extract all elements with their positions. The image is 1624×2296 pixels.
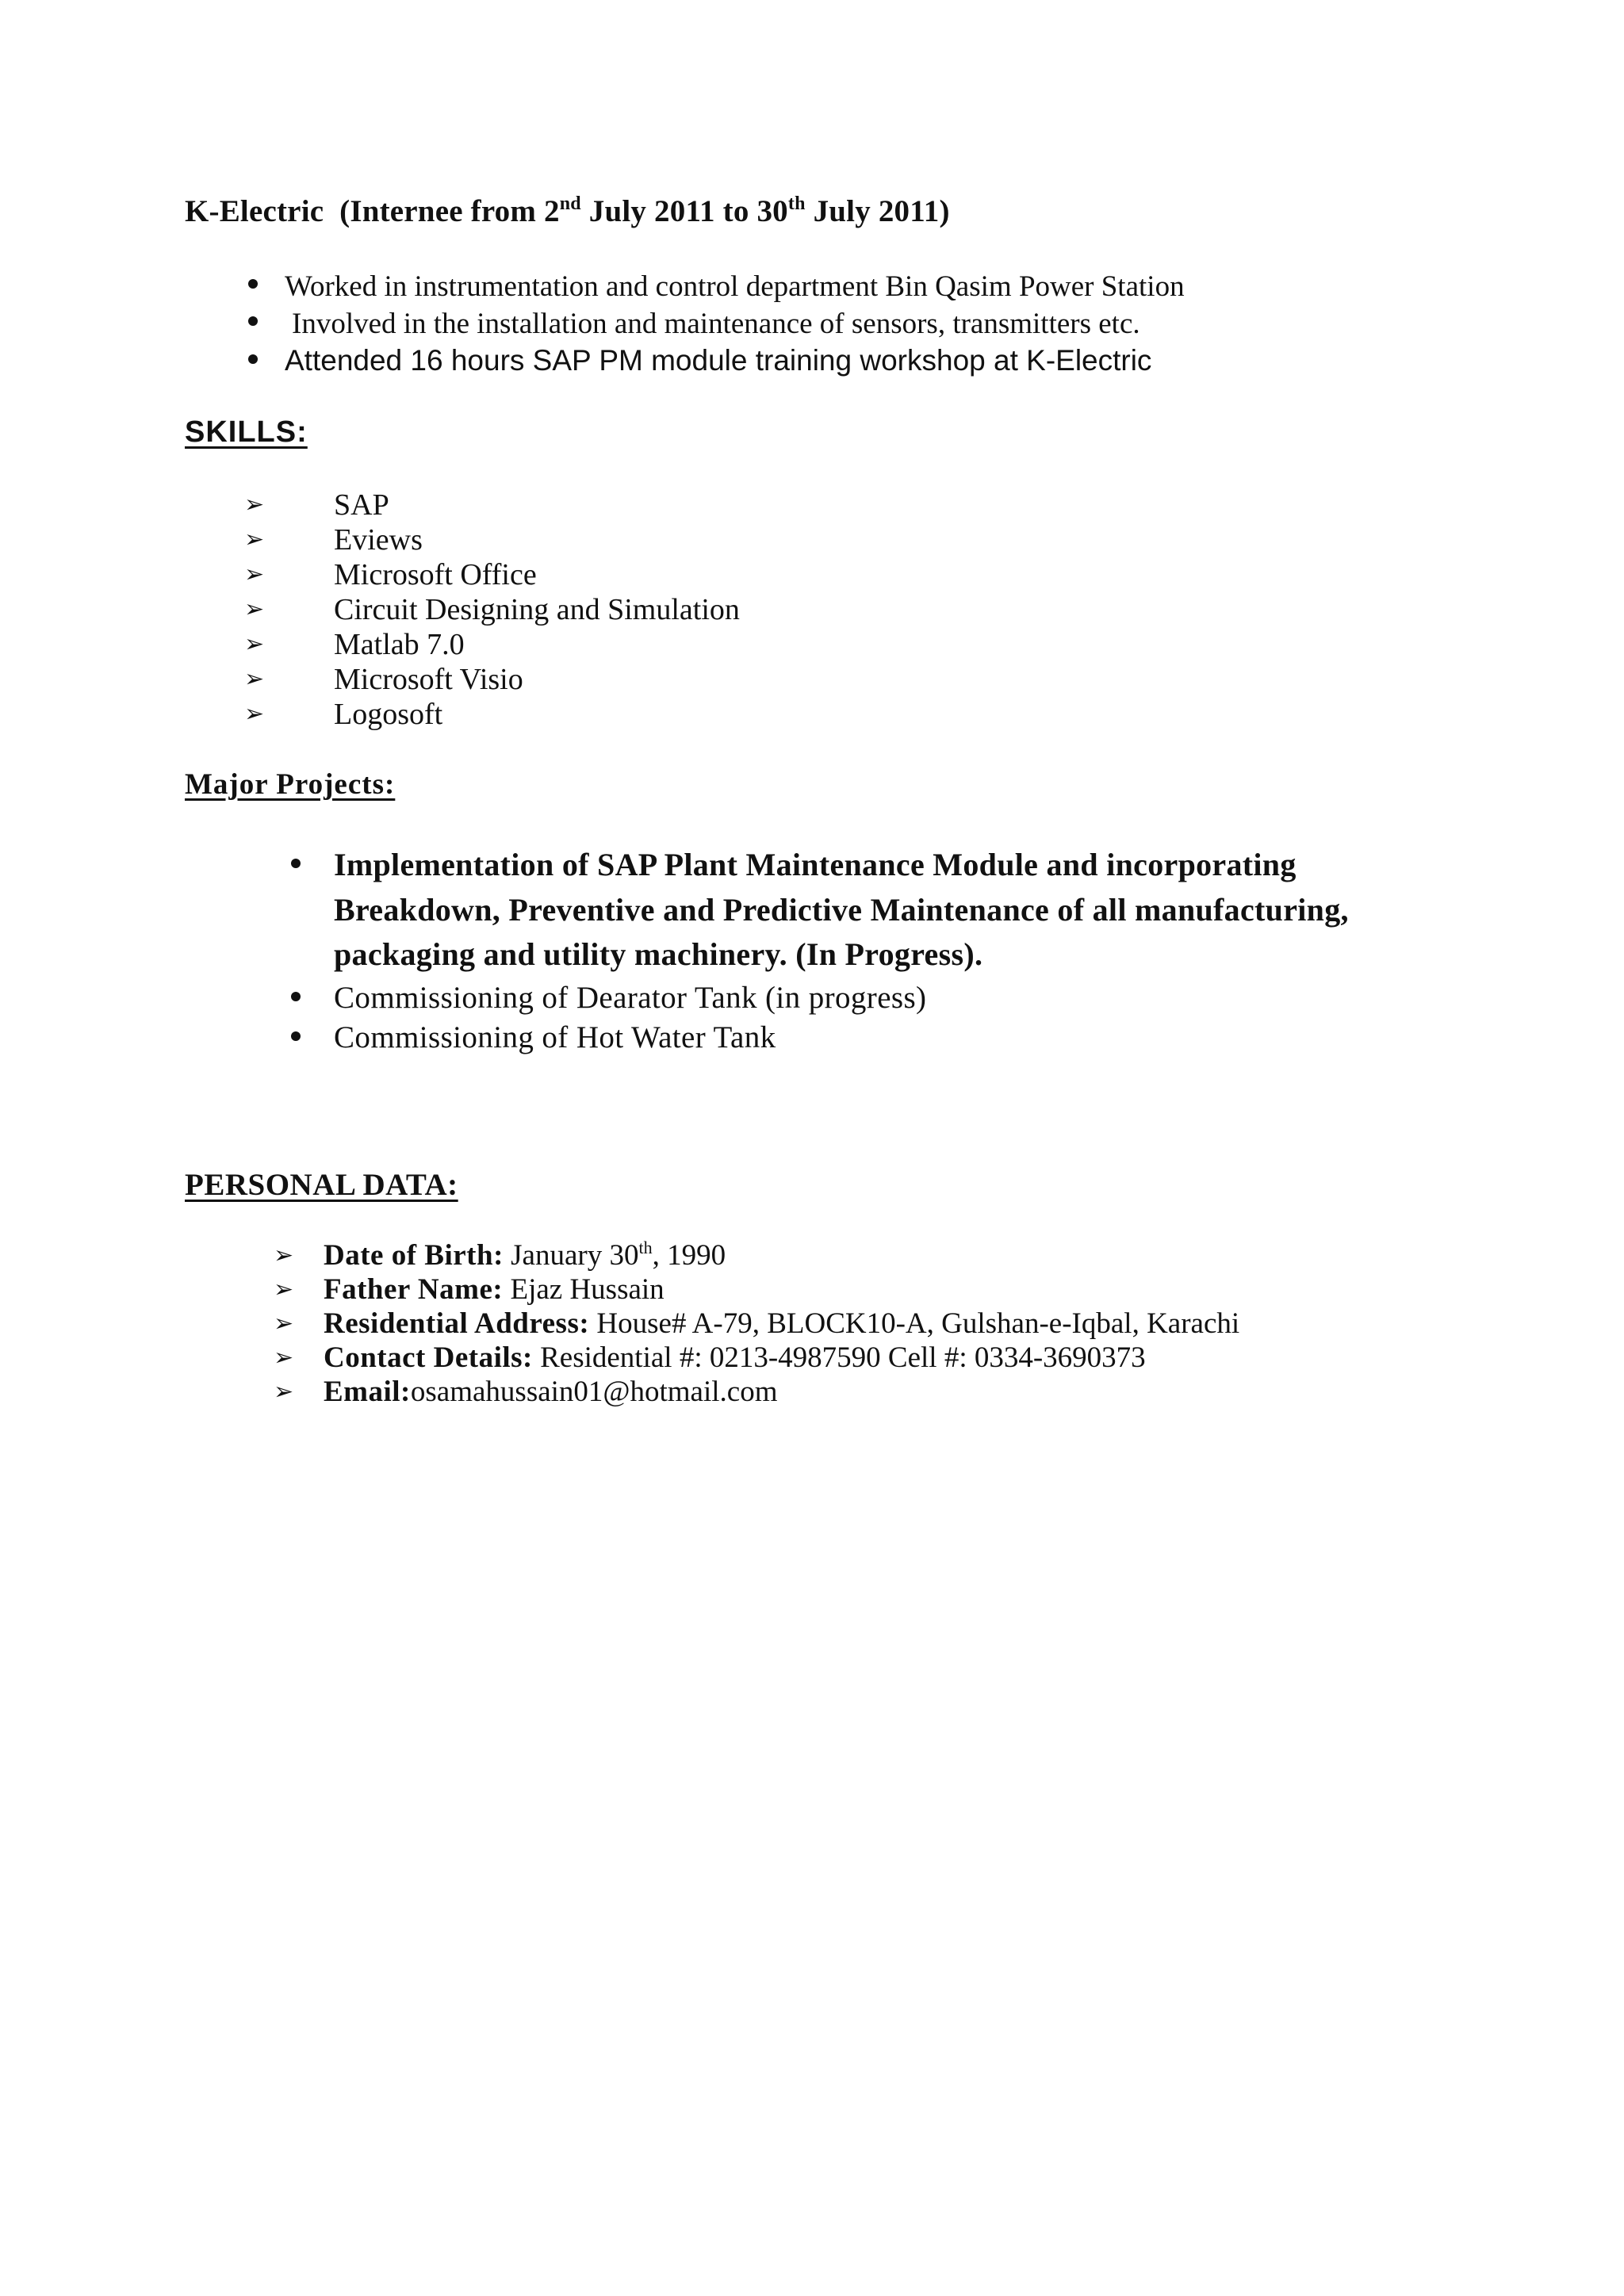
arrow-bullet-icon: ➢ [244, 561, 265, 588]
project-item: Commissioning of Hot Water Tank [334, 1020, 776, 1054]
arrow-bullet-icon: ➢ [244, 665, 265, 693]
period-mid: July 2011 to 30 [580, 194, 788, 228]
address-line [324, 1307, 1239, 1341]
experience-item-1: Worked in instrumentation and control department Bin Qasim Power Station [285, 270, 1185, 303]
address-label: Residential Address: [324, 1307, 590, 1340]
personal-data-heading: PERSONAL DATA: [185, 1168, 458, 1202]
father-value: Ejaz Hussain [503, 1273, 665, 1306]
dob-line [324, 1238, 726, 1272]
arrow-bullet-icon: ➢ [274, 1344, 294, 1372]
contact-value: Residential #: 0213-4987590 Cell #: 0334-3690373 [532, 1341, 1146, 1374]
address-value: House# A-79, BLOCK10-A, Gulshan-e-Iqbal, Karachi [589, 1307, 1240, 1340]
period-prefix: (Internee from 2 [339, 194, 560, 228]
arrow-bullet-icon: ➢ [274, 1310, 294, 1337]
project-featured-line-3: packaging and utility machinery. (In Progress). [334, 936, 983, 972]
father-label: Father Name: [324, 1273, 504, 1306]
company-name: K-Electric [185, 194, 324, 228]
bullet-dot-icon [291, 992, 301, 1001]
end-sup: th [787, 193, 806, 214]
email-value[interactable]: osamahussain01@hotmail.com [410, 1376, 778, 1408]
bullet-dot-icon [291, 1031, 301, 1041]
project-item: Commissioning of Dearator Tank (in progress) [334, 981, 927, 1015]
period-suffix: July 2011) [805, 194, 950, 228]
project-featured-line-2: Breakdown, Preventive and Predictive Maintenance of all manufacturing, [334, 892, 1349, 928]
skill-item: Microsoft Office [334, 558, 537, 591]
email-line [324, 1375, 777, 1409]
skill-item: Logosoft [334, 698, 443, 731]
experience-item-3: Attended 16 hours SAP PM module training workshop at K-Electric [285, 344, 1152, 377]
experience-item-2: Involved in the installation and maintenance of sensors, transmitters etc. [292, 308, 1140, 340]
bullet-dot-icon [291, 859, 301, 868]
dob-value: January 30 [503, 1239, 639, 1272]
dob-label: Date of Birth: [324, 1239, 504, 1272]
skill-item: Eviews [334, 523, 423, 557]
email-label: Email: [324, 1376, 411, 1408]
arrow-bullet-icon: ➢ [244, 630, 265, 658]
arrow-bullet-icon: ➢ [274, 1378, 294, 1406]
bullet-dot-icon [248, 354, 258, 364]
arrow-bullet-icon: ➢ [244, 595, 265, 623]
skill-item: Microsoft Visio [334, 663, 523, 696]
arrow-bullet-icon: ➢ [244, 526, 265, 553]
project-featured-line-1: Implementation of SAP Plant Maintenance Module and incorporating [334, 847, 1297, 882]
arrow-bullet-icon: ➢ [274, 1242, 294, 1269]
bullet-dot-icon [248, 279, 258, 289]
dob-year: , 1990 [652, 1239, 726, 1272]
arrow-bullet-icon: ➢ [274, 1276, 294, 1303]
arrow-bullet-icon: ➢ [244, 491, 265, 519]
skill-item: SAP [334, 488, 389, 522]
contact-line [324, 1341, 1146, 1375]
dob-sup: th [638, 1238, 653, 1257]
father-line [324, 1272, 665, 1307]
skill-item: Circuit Designing and Simulation [334, 593, 740, 626]
experience-title [185, 193, 950, 229]
arrow-bullet-icon: ➢ [244, 700, 265, 728]
contact-label: Contact Details: [324, 1341, 533, 1374]
bullet-dot-icon [248, 316, 258, 326]
start-sup: nd [559, 193, 581, 214]
skill-item: Matlab 7.0 [334, 628, 465, 661]
projects-heading: Major Projects: [185, 768, 396, 801]
skills-heading: SKILLS: [185, 415, 308, 449]
